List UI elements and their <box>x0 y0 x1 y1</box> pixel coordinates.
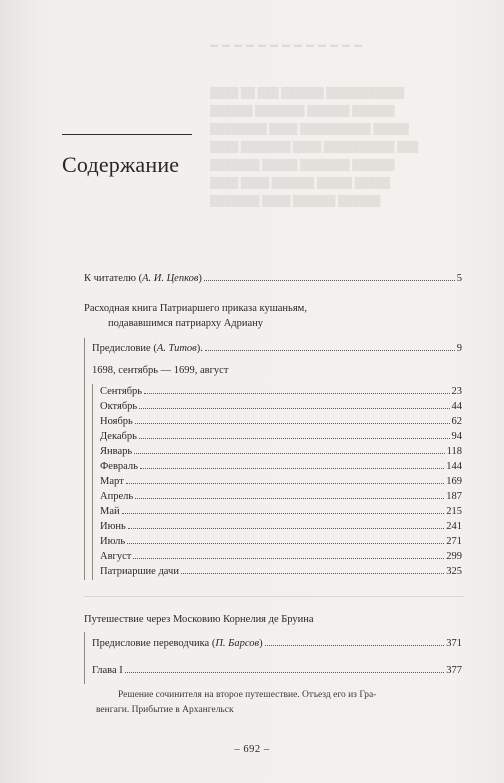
toc-entry-page: 371 <box>446 638 462 649</box>
toc-month-name: Апрель <box>100 491 134 502</box>
toc-entry-label: Предисловие ( <box>92 343 157 354</box>
toc-dots <box>265 645 445 646</box>
chapter-description-line-1: Решение сочинителя на второе путешествие. Отъезд его из Гра- <box>118 690 377 700</box>
toc-entry-author: А. Титов <box>156 343 197 354</box>
toc-month-row <box>100 505 462 519</box>
toc-entry-author: А. И. Цепков <box>142 273 199 284</box>
toc-month-page: 62 <box>451 416 462 427</box>
toc-dots <box>139 408 449 409</box>
toc-entry-close: ) <box>259 638 263 649</box>
toc-month-row <box>100 520 462 534</box>
toc-month-row <box>100 475 462 489</box>
toc-month-name: Октябрь <box>100 401 138 412</box>
toc-month-row <box>100 565 462 579</box>
section-2-title: Путешествие через Московию Корнелия де Бруина <box>84 614 314 625</box>
toc-month-name: Ноябрь <box>100 416 133 427</box>
toc-month-name: Июль <box>100 536 126 547</box>
toc-dots <box>127 543 444 544</box>
toc-dots <box>125 672 444 673</box>
page-title: Содержание <box>62 152 180 177</box>
toc-month-name: Декабрь <box>100 431 137 442</box>
toc-month-page: 144 <box>446 461 462 472</box>
toc-entry-close: ). <box>196 343 203 354</box>
toc-month-name: Июнь <box>100 521 126 532</box>
toc-entry-chapter-1 <box>92 664 462 678</box>
section-divider <box>84 596 464 597</box>
toc-dots <box>144 393 449 394</box>
toc-month-page: 187 <box>446 491 462 502</box>
page-number: – 692 – <box>234 744 270 755</box>
toc-entry-page: 377 <box>446 665 462 676</box>
toc-month-name: Февраль <box>100 461 138 472</box>
toc-dots <box>205 350 455 351</box>
title-rule <box>62 134 192 135</box>
toc-month-row <box>100 460 462 474</box>
toc-month-row <box>100 385 462 399</box>
toc-entry-page: 5 <box>456 273 462 284</box>
toc-entry-close: ) <box>198 273 202 284</box>
toc-dots <box>135 498 444 499</box>
toc-dots <box>122 513 445 514</box>
toc-dots <box>126 483 445 484</box>
toc-entry-reader <box>84 272 462 286</box>
section-title-line-2: подававшимся патриарху Адриану <box>108 318 264 329</box>
toc-month-page: 271 <box>446 536 462 547</box>
toc-dots <box>128 528 444 529</box>
months-bar <box>92 384 93 580</box>
section-2-bar <box>84 632 85 684</box>
toc-month-row <box>100 400 462 414</box>
toc-month-page: 215 <box>446 506 462 517</box>
toc-entry-page: 9 <box>456 343 462 354</box>
toc-month-row <box>100 550 462 564</box>
toc-entry-label: Глава I <box>92 665 123 676</box>
toc-dots <box>140 468 444 469</box>
toc-month-name: Май <box>100 506 120 517</box>
section-1-bar <box>84 338 85 580</box>
toc-month-name: Сентябрь <box>100 386 143 397</box>
toc-entry-label: К читателю ( <box>84 273 143 284</box>
period-title: 1698, сентябрь — 1699, август <box>92 365 229 376</box>
toc-dots <box>134 453 444 454</box>
toc-month-page: 23 <box>451 386 462 397</box>
toc-month-row <box>100 490 462 504</box>
toc-entry-preface-1 <box>92 342 462 356</box>
toc-entry-label: Предисловие переводчика ( <box>92 638 216 649</box>
toc-dots <box>133 558 444 559</box>
toc-month-row <box>100 535 462 549</box>
toc-month-page: 325 <box>446 566 462 577</box>
chapter-description-line-2: венгаги. Прибытие в Архангельск <box>96 705 234 715</box>
toc-month-page: 169 <box>446 476 462 487</box>
section-title-line-1: Расходная книга Патриаршего приказа кушаньям, <box>84 303 307 314</box>
toc-month-row <box>100 445 462 459</box>
toc-month-page: 94 <box>451 431 462 442</box>
toc-month-row <box>100 415 462 429</box>
toc-month-name: Январь <box>100 446 133 457</box>
toc-month-name: Август <box>100 551 132 562</box>
toc-month-page: 299 <box>446 551 462 562</box>
toc-dots <box>139 438 450 439</box>
toc-entry-author: П. Барсов <box>215 638 260 649</box>
toc-dots <box>204 280 455 281</box>
toc-month-page: 44 <box>451 401 462 412</box>
toc-month-page: 241 <box>446 521 462 532</box>
toc-entry-preface-2 <box>92 637 462 651</box>
bleed-through-text: ████ ██ ███ ██████ ███████████ ██████ ███████ ██████ ██████ ████████ ████ ██████████ █████ ████ ███████ ████ ██████████ ███ ███████ █████ ███████ ██████ ████ ████ ██████ █████ █████ ███████ ████ ██████ ██████ <box>210 88 419 207</box>
toc-dots <box>135 423 450 424</box>
toc-month-name: Патриаршие дачи <box>100 566 179 577</box>
toc-month-name: Март <box>100 476 124 487</box>
toc-dots <box>181 573 444 574</box>
toc-month-row <box>100 430 462 444</box>
bleed-through-header: ▬ ▬ ▬ ▬ ▬ ▬ ▬ ▬ ▬ ▬ ▬ ▬ ▬ <box>210 40 363 49</box>
toc-month-page: 118 <box>446 446 462 457</box>
